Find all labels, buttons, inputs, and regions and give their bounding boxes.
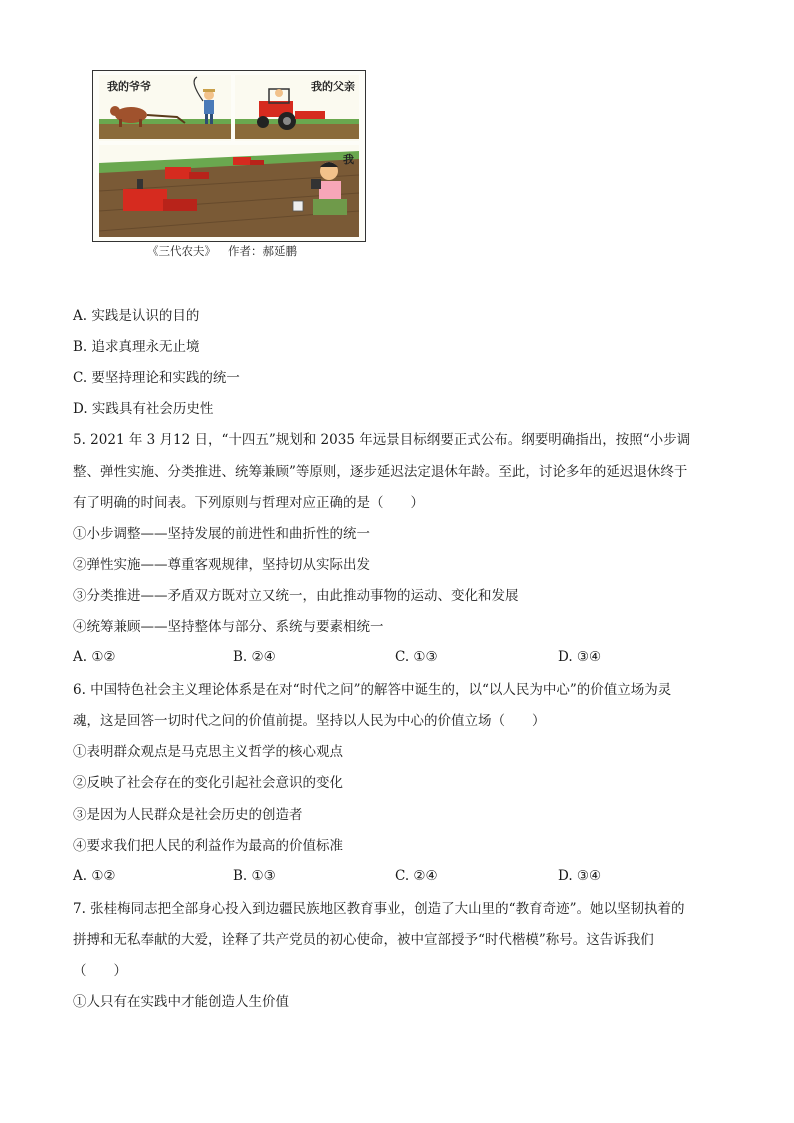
panel-label-father: 我的父亲 [311,80,355,93]
q5-statement: ②弹性实施——尊重客观规律，坚持切从实际出发 [73,557,370,573]
cartoon-figure [92,70,364,260]
q5-choice-b: B. ②④ [233,649,276,665]
cartoon-drawing [93,71,365,241]
q6-statement: ④要求我们把人民的利益作为最高的价值标准 [73,838,343,854]
panel-label-grandfather: 我的爷爷 [107,80,151,93]
caption-author: 作者：郝延鹏 [228,244,297,258]
q5-choice-c: C. ①③ [395,649,438,665]
q6-choice-a: A. ①② [73,868,116,884]
q6-choice-b: B. ①③ [233,868,276,884]
q5-statement: ③分类推进——矛盾双方既对立又统一，由此推动事物的运动、变化和发展 [73,588,519,604]
q5-statement: ④统筹兼顾——坚持整体与部分、系统与要素相统一 [73,619,384,635]
q6-stem-line: 魂，这是回答一切时代之问的价值前提。坚持以人民为中心的价值立场（ ） [73,713,546,729]
panel-label-me: 我 [343,153,354,166]
cartoon-illustration [92,70,366,242]
q4-option-b: B. 追求真理永无止境 [73,339,200,355]
q6-stem-line: 6. 中国特色社会主义理论体系是在对“时代之问”的解答中诞生的，以“以人民为中心”的价值立场为灵 [73,682,672,698]
q5-choice-d: D. ③④ [558,649,602,665]
q6-choice-c: C. ②④ [395,868,438,884]
q7-stem-line: 7. 张桂梅同志把全部身心投入到边疆民族地区教育事业，创造了大山里的“教育奇迹”。她以坚韧执着的 [73,901,685,917]
caption-title: 《三代农夫》 [147,244,216,258]
q4-option-a: A. 实践是认识的目的 [73,308,200,324]
q4-option-d: D. 实践具有社会历史性 [73,401,214,417]
q5-choice-a: A. ①② [73,649,116,665]
q7-stem-line: 拼搏和无私奉献的大爱，诠释了共产党员的初心使命，被中宣部授予“时代楷模”称号。这告诉我们 [73,932,654,948]
q6-statement: ①表明群众观点是马克思主义哲学的核心观点 [73,744,343,760]
q5-stem-line: 5. 2021 年 3 月12 日，“十四五”规划和 2035 年远景目标纲要正式公布。纲要明确指出，按照“小步调 [73,432,691,448]
q5-stem-line: 有了明确的时间表。下列原则与哲理对应正确的是（ ） [73,495,424,511]
q7-stem-line: （ ） [73,963,127,979]
q6-choice-d: D. ③④ [558,868,602,884]
figure-caption [147,243,297,259]
q7-statement: ①人只有在实践中才能创造人生价值 [73,994,289,1010]
q6-statement: ②反映了社会存在的变化引起社会意识的变化 [73,775,343,791]
q5-stem-line: 整、弹性实施、分类推进、统筹兼顾”等原则，逐步延迟法定退休年龄。至此，讨论多年的延迟退休终于 [73,464,688,480]
q4-option-c: C. 要坚持理论和实践的统一 [73,370,240,386]
q6-statement: ③是因为人民群众是社会历史的创造者 [73,807,303,823]
q5-statement: ①小步调整——坚持发展的前进性和曲折性的统一 [73,526,370,542]
